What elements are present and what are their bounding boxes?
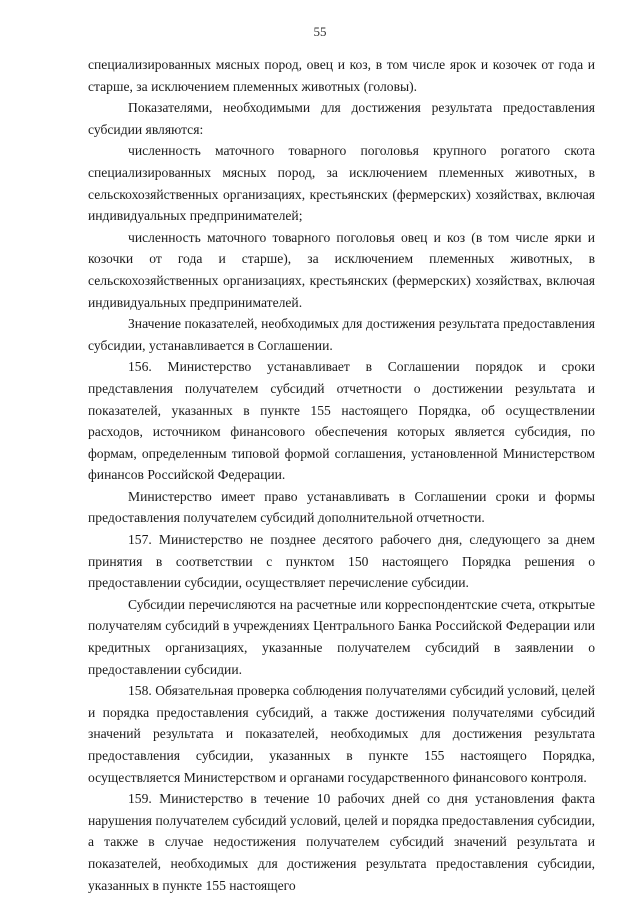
paragraph: специализированных мясных пород, овец и коз, в том числе ярок и козочек от года и старше, за исключением племенных животных (головы). xyxy=(88,57,595,94)
paragraph: Субсидии перечисляются на расчетные или корреспондентские счета, открытые получателям субсидий в учреждениях Центрального Банка Российской Федерации или кредитных организациях, указанные получателем субсидий в заявлении о предоставлении субсидии. xyxy=(88,596,595,677)
paragraph: численность маточного товарного поголовья овец и коз (в том числе ярки и козочки от года и старше), за исключением племенных животных, в сельскохозяйственных организациях, крестьянских (фермерских) хозяйствах, включая индивидуальных предпринимателей. xyxy=(88,229,595,310)
page-number: 55 xyxy=(313,24,327,39)
paragraph: Значение показателей, необходимых для достижения результата предоставления субсидии, устанавливается в Соглашении. xyxy=(88,316,595,353)
paragraph: Показателями, необходимыми для достижения результата предоставления субсидии являются: xyxy=(88,100,595,137)
paragraph: 157. Министерство не позднее десятого рабочего дня, следующего за днем принятия в соответствии с пунктом 150 настоящего Порядка решения о предоставлении субсидии, осуществляет перечисление субсидии. xyxy=(88,532,595,591)
paragraph: 159. Министерство в течение 10 рабочих дней со дня установления факта нарушения получателем субсидий условий, целей и порядка предоставления субсидии, а также в случае недостижения получателем субсидий значений результата и показателей, необходимых для достижения результата предоставления субсидии, указанных в пункте 155 настоящего xyxy=(88,791,595,893)
paragraph: 158. Обязательная проверка соблюдения получателями субсидий условий, целей и порядка предоставления субсидий, а также достижения получателями субсидий значений результата и показателей, необходимых для достижения результата предоставления субсидии, указанных в пункте 155 настоящего Порядка, осуществляется Министерством и органами государственного финансового контроля. xyxy=(88,683,595,785)
paragraph: 156. Министерство устанавливает в Соглашении порядок и сроки представления получателем субсидий отчетности о достижении результата и показателей, указанных в пункте 155 настоящего Порядка, об осуществлении расходов, источником финансового обеспечения которых является субсидия, по формам, определенным типовой формой соглашения, установленной Министерством финансов Российской Федерации. xyxy=(88,359,595,483)
paragraph: численность маточного товарного поголовья крупного рогатого скота специализированных мясных пород, за исключением племенных животных, в сельскохозяйственных организациях, крестьянских (фермерских) хозяйствах, включая индивидуальных предпринимателей; xyxy=(88,143,595,224)
paragraph: Министерство имеет право устанавливать в Соглашении сроки и формы предоставления получателем субсидий дополнительной отчетности. xyxy=(88,488,595,526)
document-body xyxy=(88,54,595,896)
